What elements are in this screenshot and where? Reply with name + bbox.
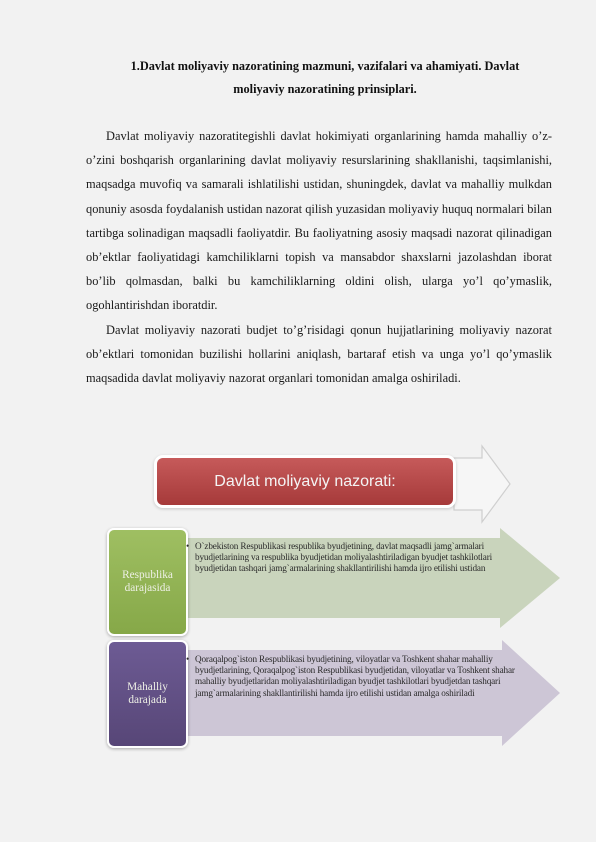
row-text-republic	[186, 541, 526, 575]
row-text-local	[186, 654, 526, 699]
row-label-local	[107, 640, 188, 748]
diagram-title: Davlat moliyaviy nazorati:	[214, 472, 396, 490]
bullet: •	[186, 541, 190, 551]
paragraph-2: Davlat moliyaviy nazorati budjet to’g’risidagi qonun hujjatlarining moliyaviy nazorat ob’ektlari tomonidan buzilishi hollarini aniqlash, bartaraf etish va unga yo’l qo’ymaslik maqsadida davlat moliyaviy nazorat organlari tomonidan amalga oshiriladi.	[86, 322, 552, 386]
heading-line-1: 1.Davlat moliyaviy nazoratining mazmuni, vazifalari va ahamiyati. Davlat	[130, 59, 520, 73]
row-label-text: Respublika darajasida	[122, 569, 173, 594]
bullet: •	[186, 654, 190, 664]
row-label-text: Mahalliy darajada	[127, 681, 168, 706]
heading-line-2: moliyaviy nazoratining prinsiplari.	[233, 82, 417, 96]
section-heading	[100, 55, 550, 101]
row-label-republic	[107, 528, 188, 636]
body-text	[86, 124, 552, 390]
title-arrow-shape	[452, 444, 514, 524]
paragraph-1: Davlat moliyaviy nazoratitegishli davlat hokimiyati organlarining hamda mahalliy o’z-o’zini boshqarish organlarining davlat moliyaviy resurslarining shakllanishi, taqsimlanishi, maqsadga muvofiq va samarali ishlatilishi ustidan, shuningdek, davlat va mahalliy mulkdan qonuniy asosda foydalanish ustidan nazorat qilish yuzasidan moliyaviy huquq normalari bilan tartibga solinadigan maqsadli faoliyatdir. Bu faoliyatning asosiy maqsadi nazorat qilinadigan ob’ektlar faoliyatidagi kamchiliklarni topish va mansabdor shaxslarni jazolashdan iborat bo’lib qolmasdan, balki bu kamchiliklarning oldini olish, ularga yo’l qo’ymaslik, ogohlantirishdan iboratdir.	[86, 129, 552, 313]
row-description: Qoraqalpog`iston Respublikasi byudjetining, viloyatlar va Toshkent shahar mahalliy byudjetlarining, Qoraqalpog`iston Respublikasi byudjetidan, viloyatlar va Toshkent shahar mahalliy byudjetlaridan moliyalashtiriladigan byudjet tashkilotlari byudjetdan tashqari jamg`armalarining shakllantirilishi hamda ijro etilishi ustidan amalga oshiriladi	[195, 654, 515, 698]
diagram-title-box	[157, 458, 453, 505]
row-description: O`zbekiston Respublikasi respublika byudjetining, davlat maqsadli jamg`armalari byudjetlarining va respublika byudjetidan moliyalashtiriladigan byudjet tashkilotlari byudjetidan tashqari jamg`armalarining shakllantirilishi hamda ijro etilishi ustidan	[195, 541, 493, 574]
